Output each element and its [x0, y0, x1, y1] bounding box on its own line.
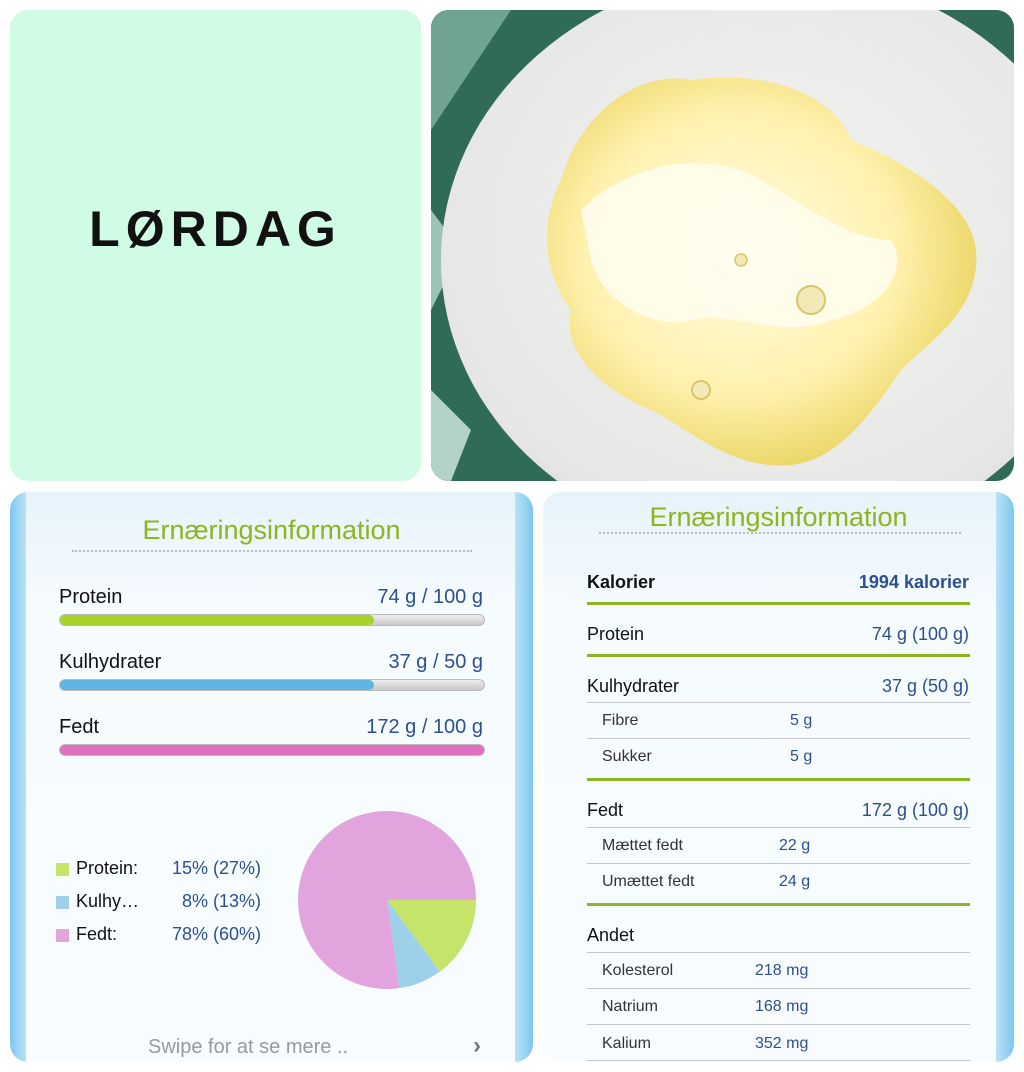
nutrient-progress-fill: [60, 745, 484, 755]
row-divider: [587, 702, 970, 703]
nutrient-value: 37 g / 50 g: [388, 651, 483, 673]
nutrition-summary-panel[interactable]: [10, 492, 533, 1062]
nutrition-detail-panel[interactable]: [543, 492, 1014, 1062]
row-divider: [587, 952, 970, 953]
saturated-fat-label: Mættet fedt: [602, 837, 683, 854]
nutrient-label: Fedt: [59, 716, 100, 738]
legend-swatch: [56, 929, 69, 942]
day-title: LØRDAG: [89, 201, 342, 257]
panel-heading: Ernæringsinformation: [142, 515, 401, 545]
sugar-value: 5 g: [790, 748, 813, 765]
sodium-value: 168 mg: [755, 998, 809, 1015]
carbs-label: Kulhydrater: [587, 676, 680, 696]
section-divider: [587, 602, 970, 605]
potassium-label: Kalium: [602, 1035, 651, 1052]
nutrient-label: Protein: [59, 586, 123, 608]
row-divider: [587, 738, 970, 739]
heading-divider: [599, 532, 961, 534]
day-tile: [10, 10, 421, 481]
other-label: Andet: [587, 925, 635, 945]
section-divider: [587, 903, 970, 906]
row-divider: [587, 863, 970, 864]
legend-label: Protein:: [76, 858, 139, 878]
fat-label: Fedt: [587, 800, 624, 820]
chevron-right-icon[interactable]: ›: [473, 1032, 481, 1059]
sugar-label: Sukker: [602, 748, 652, 765]
section-divider: [587, 778, 970, 781]
sodium-label: Natrium: [602, 998, 659, 1015]
food-photo: [431, 10, 1014, 481]
fat-value: 172 g (100 g): [861, 800, 969, 820]
nutrient-progress-fill: [60, 615, 374, 625]
fibre-label: Fibre: [602, 712, 639, 729]
panel-edge: [515, 492, 533, 1062]
row-divider: [587, 827, 970, 828]
row-divider: [587, 1060, 970, 1061]
nutrient-progress-bar: [59, 744, 485, 756]
legend-swatch: [56, 863, 69, 876]
nutrient-progress-bar: [59, 679, 485, 691]
legend-label: Kulhy…: [76, 891, 140, 911]
swipe-hint: Swipe for at se mere ..: [148, 1036, 349, 1058]
legend-value: 15% (27%): [171, 858, 261, 878]
scrambled-eggs-photo-icon: [431, 10, 1014, 481]
saturated-fat-value: 22 g: [779, 837, 811, 854]
legend-label: Fedt:: [76, 924, 118, 944]
cholesterol-label: Kolesterol: [602, 962, 674, 979]
macro-pie-chart: [297, 810, 477, 990]
nutrient-progress-fill: [60, 680, 374, 690]
legend-value: 8% (13%): [181, 891, 261, 911]
legend-value: 78% (60%): [171, 924, 261, 944]
nutrient-progress-bar: [59, 614, 485, 626]
panel-heading: Ernæringsinformation: [649, 502, 908, 532]
nutrient-value: 74 g / 100 g: [377, 586, 483, 608]
unsaturated-fat-value: 24 g: [779, 873, 811, 890]
cholesterol-value: 218 mg: [755, 962, 809, 979]
calories-label: Kalorier: [587, 572, 656, 592]
carbs-value: 37 g (50 g): [881, 676, 969, 696]
unsaturated-fat-label: Umættet fedt: [602, 873, 695, 890]
potassium-value: 352 mg: [755, 1035, 809, 1052]
heading-divider: [72, 550, 472, 552]
protein-label: Protein: [587, 624, 645, 644]
panel-edge: [10, 492, 26, 1062]
panel-edge: [996, 492, 1014, 1062]
section-divider: [587, 654, 970, 657]
row-divider: [587, 988, 970, 989]
row-divider: [587, 1024, 970, 1025]
nutrient-value: 172 g / 100 g: [366, 716, 483, 738]
legend-swatch: [56, 896, 69, 909]
calories-value: 1994 kalorier: [858, 572, 969, 592]
protein-value: 74 g (100 g): [871, 624, 969, 644]
fibre-value: 5 g: [790, 712, 813, 729]
nutrient-label: Kulhydrater: [59, 651, 162, 673]
